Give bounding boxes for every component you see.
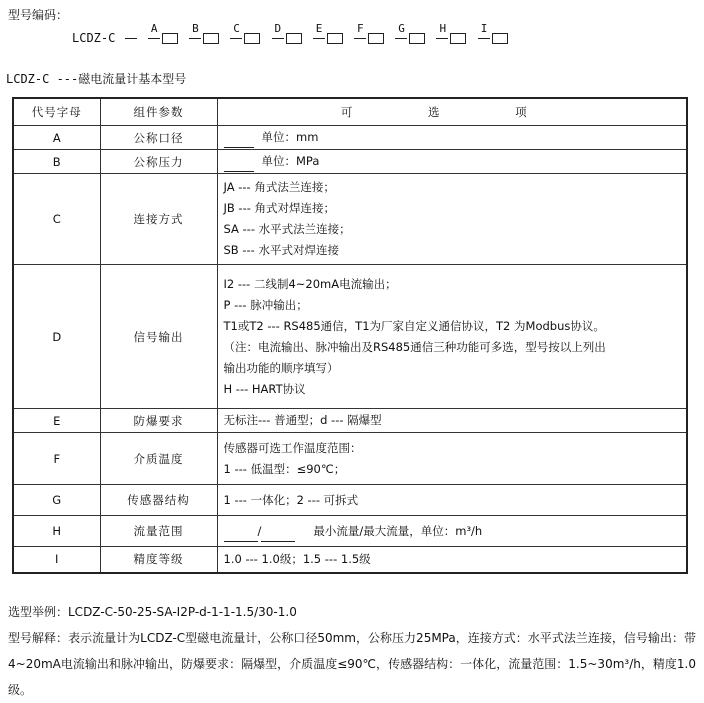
code-slot-a [146, 22, 178, 45]
model-explanation: 型号解释：表示流量计为LCDZ-C型磁电流量计，公称口径50mm，公称压力25MPa，连接方式：水平式法兰连接，信号输出：带4~20mA电流输出和脉冲输出，防爆要求：隔爆型，介质温度≤90℃，传感器结构：一体化，流量范围：1.5~30m³/h，精度1.0级。 [8, 631, 696, 697]
option-line: JA --- 角式法兰连接； [223, 180, 335, 194]
spec-table [12, 97, 688, 574]
option-line: P --- 脉冲输出； [223, 297, 308, 312]
option-line: SB --- 水平式对焊连接 [223, 243, 339, 257]
option-line: T1或T2 --- RS485通信，T1为厂家自定义通信协议，T2 为Modbus协议。 [223, 318, 605, 333]
row-code: F [13, 433, 100, 485]
row-param: 精度等级 [100, 547, 217, 573]
option-line: I2 --- 二线制4~20mA电流输出； [223, 276, 397, 291]
fill-blank [224, 136, 254, 148]
row-param: 信号输出 [100, 265, 217, 409]
option-line: 1.0 --- 1.0级；1.5 --- 1.5级 [223, 551, 371, 566]
header-code: 代号字母 [13, 98, 100, 126]
table-row-e [13, 409, 687, 433]
code-slot-label: F [357, 22, 364, 35]
row-options [217, 126, 687, 150]
range-slash: / [257, 523, 262, 538]
row-options [217, 150, 687, 174]
option-line: 无标注--- 普通型；d --- 隔爆型 [223, 413, 382, 427]
code-slot-h [434, 22, 466, 45]
code-dash [125, 38, 137, 39]
row-param: 连接方式 [100, 174, 217, 265]
row-param: 防爆要求 [100, 409, 217, 433]
header-param: 组件参数 [100, 98, 217, 126]
row-options [217, 409, 687, 433]
row-options [217, 433, 687, 485]
code-slot-b [187, 22, 219, 45]
row-param: 介质温度 [100, 433, 217, 485]
row-options [217, 547, 687, 573]
table-header-row [13, 98, 687, 126]
row-code: E [13, 409, 100, 433]
table-row-b [13, 150, 687, 174]
code-slot-label: I [480, 22, 488, 35]
code-slot-g [393, 22, 425, 45]
code-slot-d [270, 22, 302, 45]
row-options [217, 485, 687, 516]
row-param: 流量范围 [100, 516, 217, 547]
option-line: 1 --- 低温型：≤90℃； [223, 461, 346, 476]
header-options: 可 选 项 [217, 98, 687, 126]
row-options [217, 265, 687, 409]
row-param: 传感器结构 [100, 485, 217, 516]
code-slot-label: E [315, 22, 323, 35]
row-code: G [13, 485, 100, 516]
code-diagram [72, 22, 510, 45]
unit-text: 最小流量/最大流量，单位：m³/h [313, 523, 483, 538]
code-slot-label: A [150, 22, 158, 35]
table-row-i [13, 547, 687, 573]
code-slot-label: G [398, 22, 405, 35]
row-code: C [13, 174, 100, 265]
option-line: JB --- 角式对焊连接； [223, 201, 336, 215]
code-slot-f [352, 22, 384, 45]
code-slot-e [311, 22, 343, 45]
code-slot-i [476, 22, 508, 45]
row-code: B [13, 150, 100, 174]
selection-example: 选型举例：LCDZ-C-50-25-SA-I2P-d-1-1-1.5/30-1.0 [8, 605, 297, 619]
table-row-f [13, 433, 687, 485]
option-line: 1 --- 一体化；2 --- 可拆式 [223, 492, 359, 507]
row-code: H [13, 516, 100, 547]
table-row-d [13, 265, 687, 409]
code-slot-label: C [233, 22, 240, 35]
unit-text: 单位：mm [261, 130, 319, 144]
option-line: SA --- 水平式法兰连接； [223, 222, 351, 236]
option-line: H --- HART协议 [223, 381, 306, 396]
fill-blank [224, 160, 254, 172]
row-code: A [13, 126, 100, 150]
code-slot-label: D [274, 22, 282, 35]
base-code: LCDZ-C [72, 31, 116, 45]
code-slot-c [228, 22, 260, 45]
row-param: 公称口径 [100, 126, 217, 150]
unit-text: 单位：MPa [261, 154, 320, 168]
table-row-h [13, 516, 687, 547]
row-code: I [13, 547, 100, 573]
base-model-description: LCDZ-C ---磁电流量计基本型号 [6, 72, 187, 86]
fill-blank-max [261, 530, 295, 542]
table-row-c [13, 174, 687, 265]
option-line: （注：电流输出、脉冲输出及RS485通信三种功能可多选，型号按以上列出 [223, 339, 606, 354]
code-slot-label: H [439, 22, 447, 35]
code-slot-label: B [192, 22, 199, 35]
row-options [217, 516, 687, 547]
row-code: D [13, 265, 100, 409]
code-title: 型号编码： [8, 8, 69, 22]
table-row-a [13, 126, 687, 150]
option-line: 输出功能的顺序填写） [223, 360, 339, 375]
row-options [217, 174, 687, 265]
table-row-g [13, 485, 687, 516]
row-param: 公称压力 [100, 150, 217, 174]
fill-blank-min [224, 530, 258, 542]
option-line: 传感器可选工作温度范围： [223, 440, 362, 455]
